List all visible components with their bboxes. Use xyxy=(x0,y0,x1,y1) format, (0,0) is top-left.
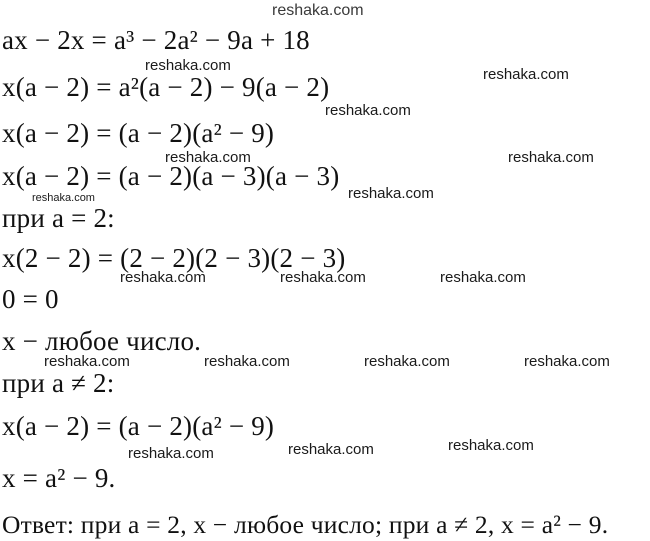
watermark: reshaka.com xyxy=(348,185,434,202)
watermark: reshaka.com xyxy=(508,149,594,166)
watermark: reshaka.com xyxy=(280,269,366,286)
watermark: reshaka.com xyxy=(483,66,569,83)
case-heading-a-equals-2: при a = 2: xyxy=(2,203,115,233)
equation-line-2: x(a − 2) = a²(a − 2) − 9(a − 2) xyxy=(2,72,330,102)
watermark: reshaka.com xyxy=(128,445,214,462)
equation-line-6: 0 = 0 xyxy=(2,284,59,314)
watermark: reshaka.com xyxy=(204,353,290,370)
watermark: reshaka.com xyxy=(165,149,251,166)
watermark: reshaka.com xyxy=(524,353,610,370)
watermark: reshaka.com xyxy=(272,2,364,19)
watermark: reshaka.com xyxy=(288,441,374,458)
watermark: reshaka.com xyxy=(440,269,526,286)
equation-line-1: ax − 2x = a³ − 2a² − 9a + 18 xyxy=(2,25,310,55)
equation-line-8: x = a² − 9. xyxy=(2,463,116,493)
equation-line-7: x(a − 2) = (a − 2)(a² − 9) xyxy=(2,411,275,441)
watermark: reshaka.com xyxy=(448,437,534,454)
watermark: reshaka.com xyxy=(325,102,411,119)
watermark: reshaka.com xyxy=(120,269,206,286)
watermark: reshaka.com xyxy=(44,353,130,370)
equation-line-5: x(2 − 2) = (2 − 2)(2 − 3)(2 − 3) xyxy=(2,243,346,273)
equation-line-3: x(a − 2) = (a − 2)(a² − 9) xyxy=(2,118,275,148)
equation-line-4: x(a − 2) = (a − 2)(a − 3)(a − 3) xyxy=(2,161,340,191)
case-heading-a-not-2: при a ≠ 2: xyxy=(2,368,115,398)
watermark: reshaka.com xyxy=(32,192,95,204)
conclusion-any-number: x − любое число. xyxy=(2,326,202,356)
watermark: reshaka.com xyxy=(145,57,231,74)
answer-line: Ответ: при a = 2, x − любое число; при a ≠ 2, x = a² − 9. xyxy=(2,510,609,539)
watermark: reshaka.com xyxy=(364,353,450,370)
